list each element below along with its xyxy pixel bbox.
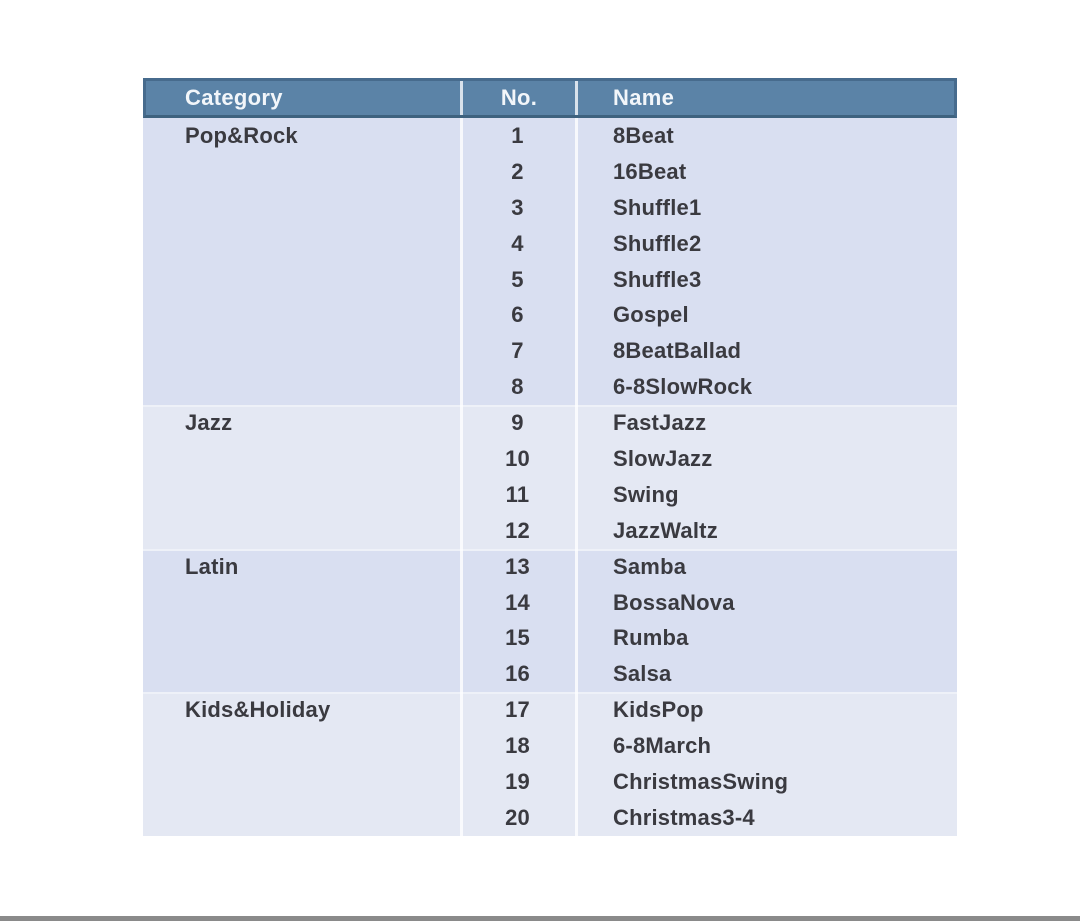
table-row — [143, 262, 957, 298]
table-header-row — [143, 78, 957, 118]
no-cell: 5 — [460, 262, 575, 298]
style-category-table — [143, 78, 957, 836]
name-cell: BossaNova — [575, 585, 957, 621]
name-cell: SlowJazz — [575, 441, 957, 477]
category-cell — [143, 585, 460, 621]
category-cell: Pop&Rock — [185, 122, 298, 148]
table-row — [143, 620, 957, 656]
table-row — [143, 405, 957, 441]
no-cell: 17 — [460, 692, 575, 728]
name-cell: Christmas3-4 — [575, 800, 957, 836]
no-cell: 12 — [460, 513, 575, 549]
name-cell: Shuffle2 — [575, 226, 957, 262]
no-cell: 10 — [460, 441, 575, 477]
table-body — [143, 118, 957, 836]
bottom-divider-bar — [0, 916, 1080, 921]
category-cell — [143, 297, 460, 333]
name-cell: 6-8March — [575, 728, 957, 764]
category-cell — [143, 728, 460, 764]
header-cell-no — [460, 81, 575, 115]
category-cell — [143, 226, 460, 262]
no-cell: 18 — [460, 728, 575, 764]
category-cell — [143, 190, 460, 226]
category-cell — [143, 333, 460, 369]
name-cell: 8BeatBallad — [575, 333, 957, 369]
category-section — [143, 692, 957, 836]
table-row — [143, 549, 957, 585]
category-cell: Kids&Holiday — [185, 697, 331, 723]
table-row — [143, 764, 957, 800]
header-label-no: No. — [500, 85, 538, 110]
table-row — [143, 692, 957, 728]
no-cell: 2 — [460, 154, 575, 190]
name-cell: ChristmasSwing — [575, 764, 957, 800]
category-cell — [143, 441, 460, 477]
table-row — [143, 656, 957, 692]
table-row — [143, 154, 957, 190]
name-cell: Shuffle3 — [575, 262, 957, 298]
header-label-name: Name — [613, 85, 675, 110]
category-cell — [143, 513, 460, 549]
name-cell: Salsa — [575, 656, 957, 692]
no-cell: 13 — [460, 549, 575, 585]
category-cell — [143, 656, 460, 692]
name-cell: FastJazz — [575, 405, 957, 441]
category-cell — [143, 800, 460, 836]
name-cell: Rumba — [575, 620, 957, 656]
no-cell: 20 — [460, 800, 575, 836]
table-row — [143, 226, 957, 262]
table-row — [143, 513, 957, 549]
no-cell: 6 — [460, 297, 575, 333]
category-cell — [143, 620, 460, 656]
name-cell: Shuffle1 — [575, 190, 957, 226]
no-cell: 8 — [460, 369, 575, 405]
table-row — [143, 118, 957, 154]
header-label-category: Category — [185, 85, 283, 110]
category-section — [143, 118, 957, 405]
name-cell: 8Beat — [575, 118, 957, 154]
category-cell — [143, 477, 460, 513]
category-section — [143, 549, 957, 693]
category-cell — [143, 764, 460, 800]
table-row — [143, 297, 957, 333]
table-row — [143, 369, 957, 405]
name-cell: KidsPop — [575, 692, 957, 728]
category-section — [143, 405, 957, 549]
name-cell: JazzWaltz — [575, 513, 957, 549]
category-cell — [143, 262, 460, 298]
no-cell: 16 — [460, 656, 575, 692]
no-cell: 4 — [460, 226, 575, 262]
no-cell: 1 — [460, 118, 575, 154]
category-cell — [143, 369, 460, 405]
name-cell: Samba — [575, 549, 957, 585]
no-cell: 14 — [460, 585, 575, 621]
name-cell: Swing — [575, 477, 957, 513]
name-cell: 6-8SlowRock — [575, 369, 957, 405]
table-row — [143, 333, 957, 369]
header-cell-category — [146, 81, 460, 115]
table-row — [143, 728, 957, 764]
table-row — [143, 800, 957, 836]
table-row — [143, 477, 957, 513]
no-cell: 15 — [460, 620, 575, 656]
category-cell: Latin — [185, 553, 239, 579]
no-cell: 7 — [460, 333, 575, 369]
table-row — [143, 585, 957, 621]
name-cell: 16Beat — [575, 154, 957, 190]
table-row — [143, 190, 957, 226]
category-cell — [143, 154, 460, 190]
name-cell: Gospel — [575, 297, 957, 333]
no-cell: 9 — [460, 405, 575, 441]
header-cell-name — [575, 81, 954, 115]
table-row — [143, 441, 957, 477]
no-cell: 11 — [460, 477, 575, 513]
no-cell: 3 — [460, 190, 575, 226]
category-cell: Jazz — [185, 410, 233, 436]
no-cell: 19 — [460, 764, 575, 800]
